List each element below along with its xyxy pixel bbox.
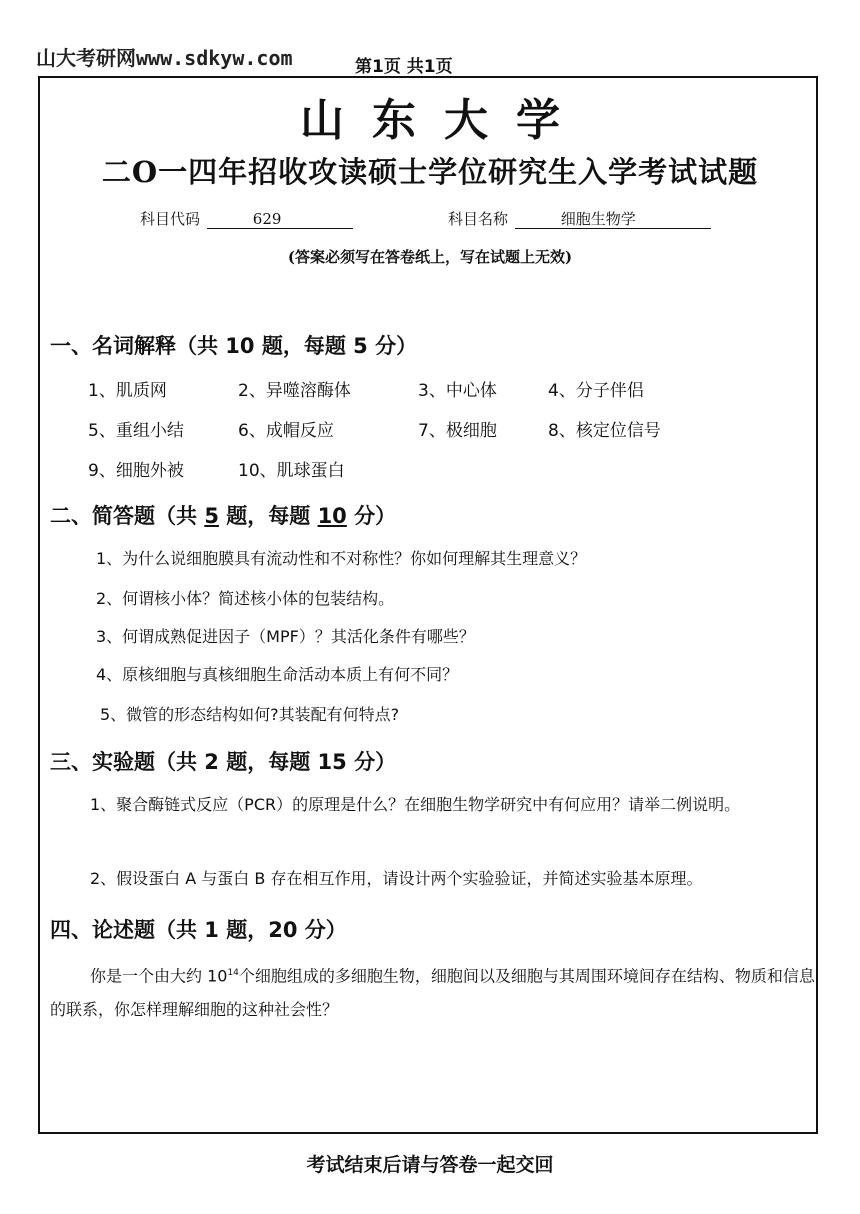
essay-question bbox=[50, 956, 820, 1027]
term-item: 6、成帽反应 bbox=[238, 421, 334, 441]
answer-notice: (答案必须写在答卷纸上，写在试题上无效) bbox=[287, 248, 573, 266]
term-item: 3、中心体 bbox=[418, 381, 497, 401]
subject-code-label: 科目代码 bbox=[140, 210, 201, 228]
question-item: 5、微管的形态结构如何?其装配有何特点? bbox=[100, 705, 400, 724]
section4-heading: 四、论述题（共 1 题，20 分） bbox=[50, 918, 347, 942]
term-item: 7、极细胞 bbox=[418, 421, 497, 441]
university-title: 山东大学 bbox=[300, 95, 588, 146]
question-item: 4、原核细胞与真核细胞生命活动本质上有何不同？ bbox=[96, 665, 459, 684]
section2-points: 10 bbox=[317, 504, 347, 528]
term-item: 1、肌质网 bbox=[88, 381, 167, 401]
subject-name-label: 科目名称 bbox=[448, 210, 509, 228]
section1-heading: 一、名词解释（共 10 题，每题 5 分） bbox=[50, 334, 418, 358]
subject-name bbox=[448, 208, 711, 229]
term-item: 9、细胞外被 bbox=[88, 461, 184, 481]
footer-instruction: 考试结束后请与答卷一起交回 bbox=[306, 1154, 554, 1176]
section2-heading-pre: 二、简答题（共 bbox=[50, 504, 197, 528]
question-item: 2、何谓核小体？简述核小体的包装结构。 bbox=[96, 589, 395, 608]
subject-code-value: 629 bbox=[207, 210, 353, 229]
term-item: 8、核定位信号 bbox=[548, 421, 661, 441]
essay-question-post: 个细胞组成的多细胞生物，细胞间以及细胞与其周围环境间存在结构、物质和信息的联系，你怎样理解细胞的这种社会性？ bbox=[50, 966, 815, 1020]
term-item: 2、异噬溶酶体 bbox=[238, 381, 351, 401]
term-item: 5、重组小结 bbox=[88, 421, 184, 441]
term-item: 10、肌球蛋白 bbox=[238, 461, 345, 481]
section2-count: 5 bbox=[204, 504, 219, 528]
experiment-question-1: 1、聚合酶链式反应（PCR）的原理是什么？在细胞生物学研究中有何应用？请举二例说明。 bbox=[90, 795, 741, 814]
page-indicator: 第1页 共1页 bbox=[355, 57, 453, 77]
exponent: 14 bbox=[227, 968, 239, 978]
section2-heading-post: 分） bbox=[354, 504, 397, 528]
essay-question-pre: 你是一个由大约 10 bbox=[90, 966, 228, 986]
subject-code bbox=[140, 208, 353, 229]
section3-heading: 三、实验题（共 2 题，每题 15 分） bbox=[50, 750, 397, 774]
section2-heading-mid: 题，每题 bbox=[226, 504, 311, 528]
question-item: 3、何谓成熟促进因子（MPF）？其活化条件有哪些？ bbox=[96, 627, 475, 646]
question-item: 1、为什么说细胞膜具有流动性和不对称性？你如何理解其生理意义？ bbox=[96, 549, 587, 568]
site-header: 山大考研网www.sdkyw.com bbox=[36, 46, 293, 70]
experiment-question-2: 2、假设蛋白 A 与蛋白 B 存在相互作用，请设计两个实验验证，并简述实验基本原理。 bbox=[90, 869, 703, 888]
term-item: 4、分子伴侣 bbox=[548, 381, 644, 401]
exam-title: 二O一四年招收攻读硕士学位研究生入学考试试题 bbox=[101, 155, 759, 189]
subject-name-value: 细胞生物学 bbox=[515, 210, 711, 229]
section2-heading bbox=[50, 500, 396, 530]
